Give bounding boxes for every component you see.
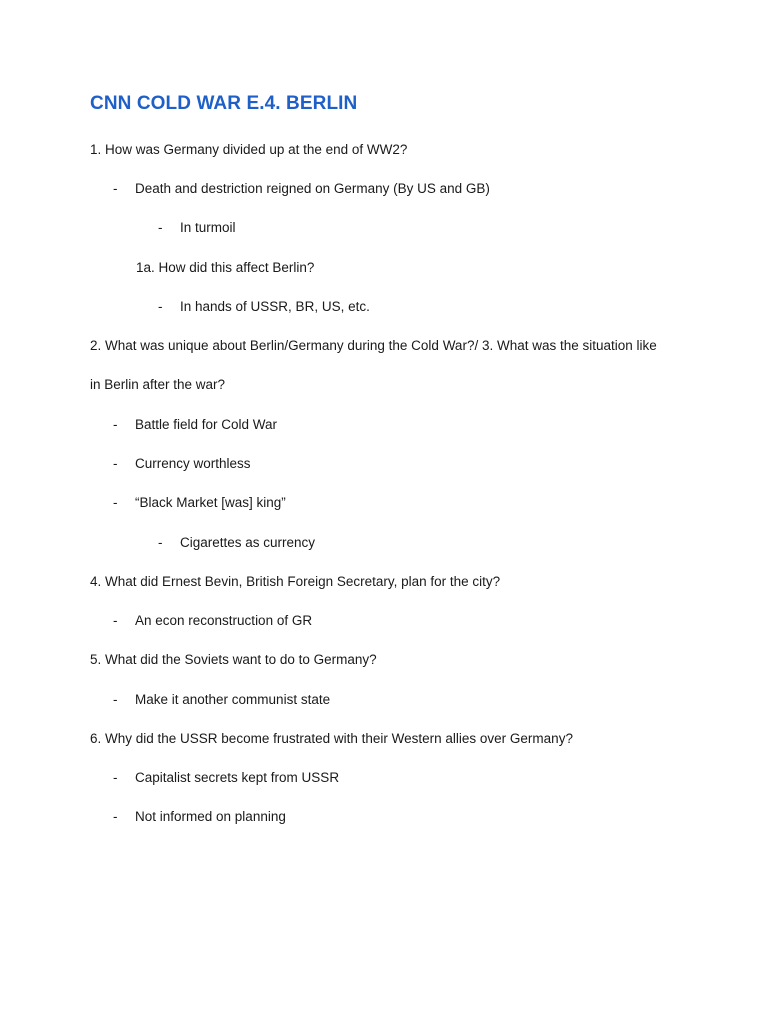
- answer-bullet: [113, 612, 313, 630]
- answer-bullet: [113, 691, 331, 709]
- bullet-dash: -: [113, 770, 118, 785]
- bullet-text: “Black Market [was] king”: [135, 495, 286, 510]
- answer-bullet: [113, 494, 286, 512]
- bullet-dash: -: [158, 299, 163, 314]
- bullet-dash: -: [113, 809, 118, 824]
- bullet-text: An econ reconstruction of GR: [135, 613, 313, 628]
- bullet-dash: -: [113, 692, 118, 707]
- question-4: 4. What did Ernest Bevin, British Foreign Secretary, plan for the city?: [90, 574, 501, 589]
- bullet-text: Not informed on planning: [135, 809, 286, 824]
- answer-bullet: [113, 769, 340, 787]
- bullet-text: Make it another communist state: [135, 692, 331, 707]
- bullet-text: Cigarettes as currency: [180, 535, 316, 550]
- bullet-dash: -: [113, 495, 118, 510]
- question-2-3: 2. What was unique about Berlin/Germany during the Cold War?/ 3. What was the situation like: [90, 338, 657, 353]
- bullet-dash: -: [158, 535, 163, 550]
- answer-bullet: [113, 180, 490, 198]
- bullet-text: In hands of USSR, BR, US, etc.: [180, 299, 370, 314]
- bullet-text: Capitalist secrets kept from USSR: [135, 770, 340, 785]
- answer-bullet: [113, 416, 278, 434]
- bullet-dash: -: [113, 417, 118, 432]
- bullet-dash: -: [113, 456, 118, 471]
- answer-sub-bullet: [158, 219, 236, 237]
- answer-sub-bullet: [158, 534, 316, 552]
- bullet-text: In turmoil: [180, 220, 236, 235]
- answer-sub-bullet: [158, 298, 370, 316]
- document-title: CNN COLD WAR E.4. BERLIN: [90, 93, 358, 114]
- answer-bullet: [113, 808, 286, 826]
- bullet-text: Death and destriction reigned on Germany (By US and GB): [135, 181, 490, 196]
- question-2-3-continued: in Berlin after the war?: [90, 377, 226, 392]
- question-5: 5. What did the Soviets want to do to Germany?: [90, 652, 377, 667]
- question-6: 6. Why did the USSR become frustrated with their Western allies over Germany?: [90, 731, 573, 746]
- bullet-text: Battle field for Cold War: [135, 417, 278, 432]
- bullet-dash: -: [113, 181, 118, 196]
- question-1: 1. How was Germany divided up at the end of WW2?: [90, 142, 408, 157]
- bullet-dash: -: [113, 613, 118, 628]
- answer-bullet: [113, 455, 251, 473]
- bullet-text: Currency worthless: [135, 456, 251, 471]
- bullet-dash: -: [158, 220, 163, 235]
- question-1a: 1a. How did this affect Berlin?: [136, 260, 315, 275]
